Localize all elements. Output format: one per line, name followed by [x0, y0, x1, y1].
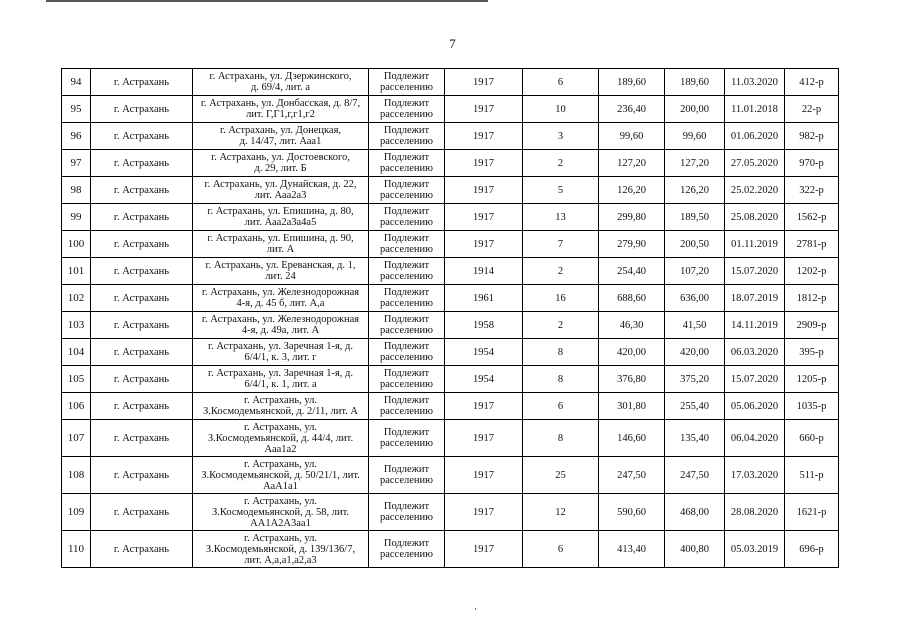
date-cell: 18.07.2019	[725, 285, 785, 312]
address-cell: г. Астрахань, ул. Заречная 1-я, д. 6/4/1, к. 3, лит. г	[193, 339, 369, 366]
address-cell: г. Астрахань, ул. Донбасская, д. 8/7, лит. Г,Г1,г,г1,г2	[193, 96, 369, 123]
address-cell: г. Астрахань, ул. Железнодорожная 4-я, д. 45 б, лит. А,а	[193, 285, 369, 312]
city-cell: г. Астрахань	[91, 150, 193, 177]
table-row	[62, 312, 839, 339]
row-number: 97	[62, 150, 91, 177]
housing-register-table	[61, 68, 839, 568]
living-area-cell: 400,80	[665, 531, 725, 568]
residents-cell: 8	[523, 366, 599, 393]
table-row	[62, 420, 839, 457]
residents-cell: 12	[523, 494, 599, 531]
row-number: 99	[62, 204, 91, 231]
city-cell: г. Астрахань	[91, 96, 193, 123]
address-cell: г. Астрахань, ул. З.Космодемьянской, д. 2/11, лит. А	[193, 393, 369, 420]
row-number: 103	[62, 312, 91, 339]
living-area-cell: 189,60	[665, 69, 725, 96]
header-rule	[46, 0, 488, 2]
status-cell: Подлежит расселению	[369, 494, 445, 531]
row-number: 102	[62, 285, 91, 312]
city-cell: г. Астрахань	[91, 494, 193, 531]
row-number: 107	[62, 420, 91, 457]
table-row	[62, 69, 839, 96]
decree-cell: 970-р	[785, 150, 839, 177]
date-cell: 15.07.2020	[725, 366, 785, 393]
decree-cell: 22-р	[785, 96, 839, 123]
status-cell: Подлежит расселению	[369, 312, 445, 339]
living-area-cell: 135,40	[665, 420, 725, 457]
row-number: 110	[62, 531, 91, 568]
city-cell: г. Астрахань	[91, 123, 193, 150]
year-cell: 1917	[445, 494, 523, 531]
date-cell: 14.11.2019	[725, 312, 785, 339]
living-area-cell: 200,00	[665, 96, 725, 123]
living-area-cell: 255,40	[665, 393, 725, 420]
status-cell: Подлежит расселению	[369, 366, 445, 393]
address-cell: г. Астрахань, ул. З.Космодемьянской, д. 44/4, лит. Ааа1а2	[193, 420, 369, 457]
residents-cell: 5	[523, 177, 599, 204]
year-cell: 1958	[445, 312, 523, 339]
total-area-cell: 301,80	[599, 393, 665, 420]
living-area-cell: 126,20	[665, 177, 725, 204]
date-cell: 01.11.2019	[725, 231, 785, 258]
status-cell: Подлежит расселению	[369, 96, 445, 123]
address-cell: г. Астрахань, ул. З.Космодемьянской, д. 50/21/1, лит. АаА1а1	[193, 457, 369, 494]
city-cell: г. Астрахань	[91, 69, 193, 96]
city-cell: г. Астрахань	[91, 258, 193, 285]
total-area-cell: 247,50	[599, 457, 665, 494]
date-cell: 06.04.2020	[725, 420, 785, 457]
living-area-cell: 375,20	[665, 366, 725, 393]
decree-cell: 1562-р	[785, 204, 839, 231]
row-number: 96	[62, 123, 91, 150]
date-cell: 05.06.2020	[725, 393, 785, 420]
table-row	[62, 339, 839, 366]
row-number: 104	[62, 339, 91, 366]
decree-cell: 1621-р	[785, 494, 839, 531]
status-cell: Подлежит расселению	[369, 285, 445, 312]
decree-cell: 1035-р	[785, 393, 839, 420]
row-number: 109	[62, 494, 91, 531]
table-row	[62, 177, 839, 204]
year-cell: 1917	[445, 69, 523, 96]
status-cell: Подлежит расселению	[369, 69, 445, 96]
total-area-cell: 46,30	[599, 312, 665, 339]
city-cell: г. Астрахань	[91, 177, 193, 204]
status-cell: Подлежит расселению	[369, 231, 445, 258]
date-cell: 11.01.2018	[725, 96, 785, 123]
total-area-cell: 189,60	[599, 69, 665, 96]
city-cell: г. Астрахань	[91, 285, 193, 312]
decree-cell: 660-р	[785, 420, 839, 457]
date-cell: 28.08.2020	[725, 494, 785, 531]
city-cell: г. Астрахань	[91, 339, 193, 366]
row-number: 98	[62, 177, 91, 204]
city-cell: г. Астрахань	[91, 231, 193, 258]
total-area-cell: 146,60	[599, 420, 665, 457]
living-area-cell: 189,50	[665, 204, 725, 231]
residents-cell: 25	[523, 457, 599, 494]
status-cell: Подлежит расселению	[369, 258, 445, 285]
row-number: 105	[62, 366, 91, 393]
decree-cell: 2909-р	[785, 312, 839, 339]
date-cell: 27.05.2020	[725, 150, 785, 177]
row-number: 106	[62, 393, 91, 420]
date-cell: 01.06.2020	[725, 123, 785, 150]
residents-cell: 8	[523, 420, 599, 457]
total-area-cell: 420,00	[599, 339, 665, 366]
decree-cell: 322-р	[785, 177, 839, 204]
table-row	[62, 204, 839, 231]
page-number: 7	[449, 36, 456, 51]
total-area-cell: 254,40	[599, 258, 665, 285]
residents-cell: 8	[523, 339, 599, 366]
city-cell: г. Астрахань	[91, 457, 193, 494]
status-cell: Подлежит расселению	[369, 420, 445, 457]
address-cell: г. Астрахань, ул. Железнодорожная 4-я, д. 49а, лит. А	[193, 312, 369, 339]
scan-speck	[475, 608, 476, 610]
living-area-cell: 468,00	[665, 494, 725, 531]
table-row	[62, 123, 839, 150]
row-number: 108	[62, 457, 91, 494]
total-area-cell: 126,20	[599, 177, 665, 204]
address-cell: г. Астрахань, ул. З.Космодемьянской, д. 139/136/7, лит. А,а,а1,а2,а3	[193, 531, 369, 568]
decree-cell: 412-р	[785, 69, 839, 96]
date-cell: 25.08.2020	[725, 204, 785, 231]
status-cell: Подлежит расселению	[369, 457, 445, 494]
table-row	[62, 96, 839, 123]
year-cell: 1961	[445, 285, 523, 312]
table-row	[62, 285, 839, 312]
city-cell: г. Астрахань	[91, 204, 193, 231]
total-area-cell: 236,40	[599, 96, 665, 123]
living-area-cell: 127,20	[665, 150, 725, 177]
decree-cell: 1205-р	[785, 366, 839, 393]
decree-cell: 1202-р	[785, 258, 839, 285]
year-cell: 1917	[445, 420, 523, 457]
city-cell: г. Астрахань	[91, 393, 193, 420]
total-area-cell: 688,60	[599, 285, 665, 312]
total-area-cell: 376,80	[599, 366, 665, 393]
year-cell: 1917	[445, 123, 523, 150]
address-cell: г. Астрахань, ул. Епишина, д. 80, лит. Ааа2а3а4а5	[193, 204, 369, 231]
year-cell: 1917	[445, 457, 523, 494]
residents-cell: 6	[523, 393, 599, 420]
address-cell: г. Астрахань, ул. Донецкая, д. 14/47, лит. Ааа1	[193, 123, 369, 150]
living-area-cell: 247,50	[665, 457, 725, 494]
table-body	[62, 69, 839, 568]
year-cell: 1917	[445, 150, 523, 177]
year-cell: 1917	[445, 177, 523, 204]
address-cell: г. Астрахань, ул. Ереванская, д. 1, лит. 24	[193, 258, 369, 285]
year-cell: 1917	[445, 96, 523, 123]
address-cell: г. Астрахань, ул. Дунайская, д. 22, лит. Ааа2а3	[193, 177, 369, 204]
year-cell: 1914	[445, 258, 523, 285]
city-cell: г. Астрахань	[91, 312, 193, 339]
total-area-cell: 299,80	[599, 204, 665, 231]
decree-cell: 1812-р	[785, 285, 839, 312]
address-cell: г. Астрахань, ул. Дзержинского, д. 69/4, лит. а	[193, 69, 369, 96]
year-cell: 1917	[445, 393, 523, 420]
decree-cell: 2781-р	[785, 231, 839, 258]
date-cell: 17.03.2020	[725, 457, 785, 494]
date-cell: 15.07.2020	[725, 258, 785, 285]
total-area-cell: 127,20	[599, 150, 665, 177]
row-number: 95	[62, 96, 91, 123]
status-cell: Подлежит расселению	[369, 204, 445, 231]
address-cell: г. Астрахань, ул. Заречная 1-я, д. 6/4/1, к. 1, лит. а	[193, 366, 369, 393]
table-row	[62, 457, 839, 494]
residents-cell: 2	[523, 258, 599, 285]
date-cell: 06.03.2020	[725, 339, 785, 366]
table-row	[62, 393, 839, 420]
address-cell: г. Астрахань, ул. З.Космодемьянской, д. 58, лит. АА1А2А3аа1	[193, 494, 369, 531]
date-cell: 25.02.2020	[725, 177, 785, 204]
year-cell: 1917	[445, 204, 523, 231]
residents-cell: 7	[523, 231, 599, 258]
row-number: 101	[62, 258, 91, 285]
date-cell: 11.03.2020	[725, 69, 785, 96]
living-area-cell: 636,00	[665, 285, 725, 312]
year-cell: 1917	[445, 231, 523, 258]
table-row	[62, 531, 839, 568]
table-row	[62, 494, 839, 531]
residents-cell: 16	[523, 285, 599, 312]
table-row	[62, 150, 839, 177]
status-cell: Подлежит расселению	[369, 531, 445, 568]
decree-cell: 395-р	[785, 339, 839, 366]
city-cell: г. Астрахань	[91, 420, 193, 457]
status-cell: Подлежит расселению	[369, 393, 445, 420]
address-cell: г. Астрахань, ул. Достоевского, д. 29, лит. Б	[193, 150, 369, 177]
status-cell: Подлежит расселению	[369, 177, 445, 204]
status-cell: Подлежит расселению	[369, 123, 445, 150]
row-number: 100	[62, 231, 91, 258]
year-cell: 1954	[445, 366, 523, 393]
year-cell: 1954	[445, 339, 523, 366]
residents-cell: 3	[523, 123, 599, 150]
living-area-cell: 107,20	[665, 258, 725, 285]
city-cell: г. Астрахань	[91, 366, 193, 393]
status-cell: Подлежит расселению	[369, 339, 445, 366]
residents-cell: 2	[523, 150, 599, 177]
living-area-cell: 41,50	[665, 312, 725, 339]
living-area-cell: 200,50	[665, 231, 725, 258]
living-area-cell: 420,00	[665, 339, 725, 366]
date-cell: 05.03.2019	[725, 531, 785, 568]
residents-cell: 13	[523, 204, 599, 231]
table-row	[62, 258, 839, 285]
year-cell: 1917	[445, 531, 523, 568]
table-row	[62, 231, 839, 258]
table-row	[62, 366, 839, 393]
decree-cell: 696-р	[785, 531, 839, 568]
total-area-cell: 413,40	[599, 531, 665, 568]
total-area-cell: 99,60	[599, 123, 665, 150]
residents-cell: 6	[523, 69, 599, 96]
total-area-cell: 279,90	[599, 231, 665, 258]
row-number: 94	[62, 69, 91, 96]
decree-cell: 982-р	[785, 123, 839, 150]
residents-cell: 6	[523, 531, 599, 568]
address-cell: г. Астрахань, ул. Епишина, д. 90, лит. А	[193, 231, 369, 258]
city-cell: г. Астрахань	[91, 531, 193, 568]
decree-cell: 511-р	[785, 457, 839, 494]
living-area-cell: 99,60	[665, 123, 725, 150]
total-area-cell: 590,60	[599, 494, 665, 531]
residents-cell: 2	[523, 312, 599, 339]
status-cell: Подлежит расселению	[369, 150, 445, 177]
residents-cell: 10	[523, 96, 599, 123]
